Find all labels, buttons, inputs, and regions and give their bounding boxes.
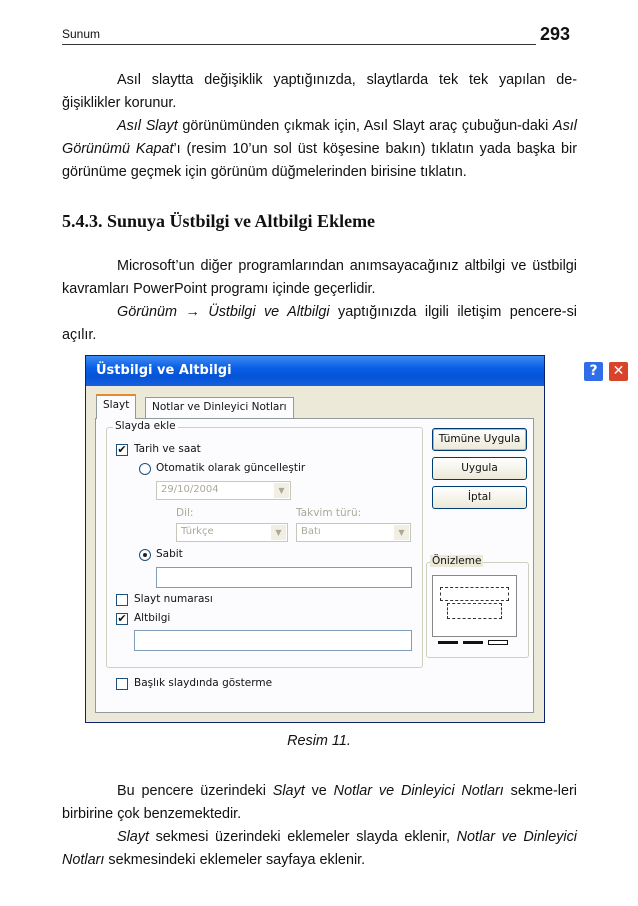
- slide-number-checkbox[interactable]: [116, 594, 128, 606]
- dialog-titlebar: [86, 356, 544, 386]
- preview-number-marker: [488, 640, 508, 645]
- preview-group: [426, 555, 529, 658]
- date-format-value: 29/10/2004: [161, 484, 219, 495]
- figure-caption: Resim 11.: [287, 733, 351, 749]
- preview-label: Önizleme: [432, 555, 482, 567]
- fixed-date-input[interactable]: [156, 567, 412, 588]
- tab-slide[interactable]: Slayt: [96, 394, 136, 419]
- fixed-date-radio[interactable]: [139, 549, 151, 561]
- auto-update-radio[interactable]: [139, 463, 151, 475]
- paragraph-1: Asıl slaytta değişiklik yaptığınızda, slaytlarda tek tek yapılan de-ğişiklikler korunur.: [62, 72, 577, 111]
- dialog-title: Üstbilgi ve Altbilgi: [96, 363, 232, 378]
- language-value: Türkçe: [181, 526, 214, 537]
- date-time-label: Tarih ve saat: [134, 443, 201, 455]
- chevron-down-icon: ▼: [271, 525, 286, 540]
- paragraph-2: Asıl Slayt görünümünden çıkmak için, Asıl Slayt araç çubuğun-daki Asıl Görünümü Kapat’ı (resim 10’un sol üst köşesine bakın) tıklatın yada başka bir görünüme geçmek için görünüm düğmelerinden birisine tıklatın.: [62, 118, 577, 180]
- tab-notes[interactable]: Notlar ve Dinleyici Notları: [145, 397, 294, 419]
- paragraph-5: Bu pencere üzerindeki Slayt ve Notlar ve Dinleyici Notları sekme-leri birbirine çok benzemektedir.: [62, 783, 577, 822]
- cancel-button[interactable]: İptal: [432, 486, 527, 509]
- fixed-date-label: Sabit: [156, 548, 183, 560]
- footer-input[interactable]: [134, 630, 412, 651]
- page-number: 293: [540, 24, 571, 44]
- preview-slide: [432, 575, 517, 637]
- preview-footer-marker: [463, 641, 483, 644]
- date-format-select[interactable]: [156, 481, 291, 500]
- apply-button[interactable]: Uygula: [432, 457, 527, 480]
- paragraph-4: Görünüm → Üstbilgi ve Altbilgi yaptığınızda ilgili iletişim pencere-si açılır.: [62, 304, 577, 343]
- help-icon[interactable]: ?: [583, 361, 604, 382]
- paragraph-6: Slayt sekmesi üzerindeki eklemeler slayda eklenir, Notlar ve Dinleyici Notları sekmesindeki eklemeler sayfaya eklenir.: [62, 829, 577, 868]
- title-slide-label: Başlık slaydında gösterme: [134, 677, 273, 689]
- calendar-value: Batı: [301, 526, 321, 537]
- paragraph-3: Microsoft’un diğer programlarından anımsayacağınız altbilgi ve üstbilgi kavramları PowerPoint programı içinde geçerlidir.: [62, 258, 577, 297]
- date-time-checkbox[interactable]: ✔: [117, 443, 127, 456]
- header-rule: [62, 44, 536, 45]
- chevron-down-icon: ▼: [274, 483, 289, 498]
- apply-all-button[interactable]: Tümüne Uygula: [432, 428, 527, 451]
- preview-title-placeholder: [440, 587, 509, 601]
- close-icon[interactable]: ✕: [608, 361, 629, 382]
- preview-date-marker: [438, 641, 458, 644]
- title-slide-checkbox[interactable]: [116, 678, 128, 690]
- section-heading: 5.4.3. Sunuya Üstbilgi ve Altbilgi Ekleme: [62, 211, 376, 231]
- language-label: Dil:: [176, 507, 194, 519]
- footer-label: Altbilgi: [134, 612, 171, 624]
- preview-body-placeholder: [447, 603, 502, 619]
- group-label: Slayda ekle: [115, 420, 176, 432]
- calendar-label: Takvim türü:: [296, 507, 362, 519]
- chevron-down-icon: ▼: [394, 525, 409, 540]
- slide-number-label: Slayt numarası: [134, 593, 213, 605]
- running-header: Sunum: [62, 27, 101, 41]
- language-select[interactable]: [176, 523, 288, 542]
- calendar-select[interactable]: [296, 523, 411, 542]
- header-footer-dialog: [85, 355, 625, 723]
- auto-update-label: Otomatik olarak güncelleştir: [156, 462, 306, 474]
- footer-checkbox[interactable]: ✔: [117, 612, 127, 625]
